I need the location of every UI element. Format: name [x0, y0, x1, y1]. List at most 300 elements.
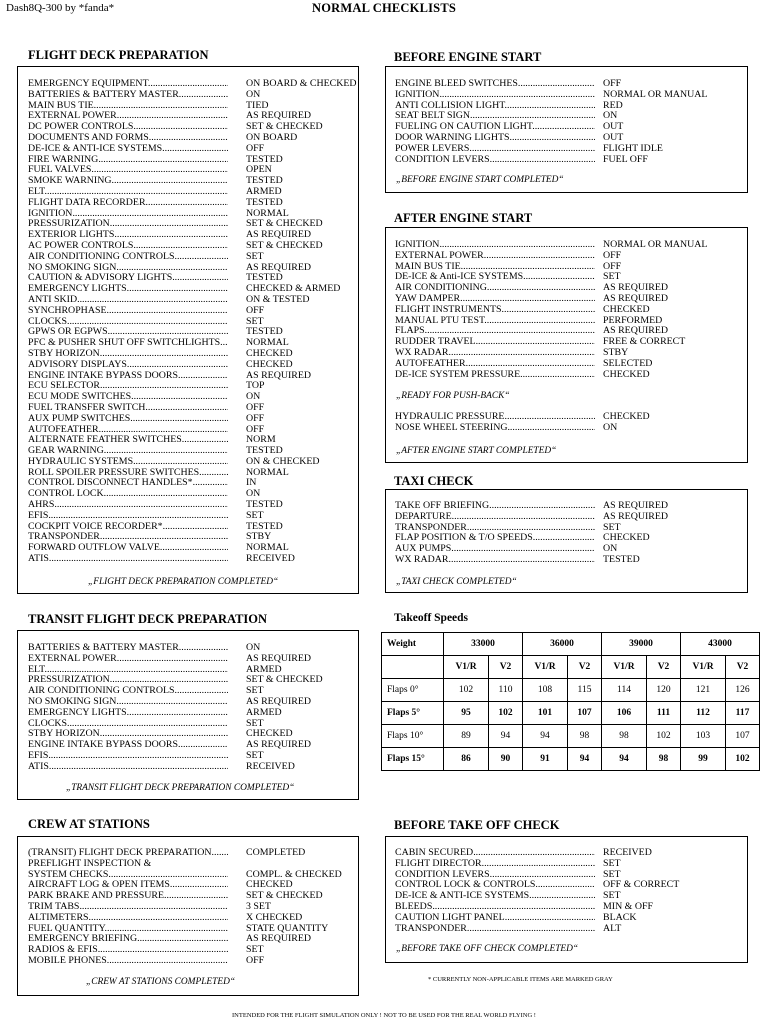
checklist-row	[28, 956, 353, 967]
checklist-row	[395, 283, 745, 294]
checklist-row	[395, 294, 745, 305]
checklist-item-value: NORMAL	[246, 466, 289, 478]
speed-value: 99	[681, 748, 726, 771]
checklist-row	[28, 654, 353, 665]
checklist-item-label: EXTERIOR LIGHTS .....	[28, 230, 228, 241]
checklist-item-value: OUT	[603, 131, 624, 143]
checklist-item-value: ON	[246, 642, 261, 653]
speed-value: 120	[647, 679, 681, 702]
checklist-item-label: PARK BRAKE AND PRESSURE .....	[28, 891, 228, 902]
checklist-item-label: TAKE OFF BRIEFING .....	[395, 501, 595, 512]
checklist-item-value: ARMED	[246, 663, 282, 675]
checklist-item-label: CAUTION & ADVISORY LIGHTS .....	[28, 273, 228, 284]
transit-flight-deck-preparation-list	[28, 643, 353, 773]
before-take-off-check-box	[385, 836, 748, 963]
checklist-row	[395, 122, 745, 133]
taxi-check-title: TAXI CHECK	[394, 474, 474, 488]
checklist-item-value: TOP	[246, 380, 265, 392]
checklist-item-value: AS REQUIRED	[603, 282, 669, 294]
checklist-item-value: AS REQUIRED	[246, 695, 312, 707]
checklist-row	[28, 913, 353, 924]
checklist-item-value: RED	[603, 99, 623, 111]
checklist-item-value: ON	[246, 88, 261, 100]
speed-value: 106	[602, 702, 647, 725]
takeoff-speeds-table	[381, 632, 760, 771]
checklist-item-value: SET	[246, 749, 264, 761]
checklist-item-label: SYNCHROPHASE .....	[28, 306, 228, 317]
checklist-item-label: PREFLIGHT INSPECTION &	[28, 858, 152, 869]
checklist-item-label: CONTROL LOCK & CONTROLS .....	[395, 880, 595, 891]
checklist-item-label: MAIN BUS TIE .....	[28, 101, 228, 112]
checklist-item-label: TRANSPONDER .....	[395, 924, 595, 935]
checklist-item-label: CONTROL LOCK .....	[28, 489, 228, 500]
speed-value: 103	[681, 725, 726, 748]
checklist-item-value: NORMAL	[246, 337, 289, 349]
flight-deck-preparation-list	[28, 78, 357, 565]
speed-value: 117	[726, 702, 760, 725]
checklist-item-label: AIRCRAFT LOG & OPEN ITEMS .....	[28, 880, 228, 891]
checklist-item-value: SET	[246, 717, 264, 729]
speed-value: 98	[568, 725, 602, 748]
checklist-row	[28, 252, 353, 263]
checklist-item-label: MOBILE PHONES .....	[28, 956, 228, 967]
checklist-row	[395, 326, 745, 337]
checklist-item-value: SET & CHECKED	[246, 890, 323, 902]
checklist-item-value: TESTED	[246, 445, 283, 457]
checklist-item-value: CHECKED	[603, 532, 650, 544]
checklist-item-value: AS REQUIRED	[603, 292, 669, 304]
speed-value: 121	[681, 679, 726, 702]
checklist-row	[395, 101, 745, 112]
checklist-item-label: DC POWER CONTROLS .....	[28, 122, 228, 133]
checklist-item-value: STBY	[603, 346, 629, 358]
checklist-item-value: ON	[246, 391, 261, 403]
checklist-item-label: ATIS .....	[28, 762, 228, 773]
checklist-item-label: FORWARD OUTFLOW VALVE .....	[28, 543, 228, 554]
checklist-item-label: ATIS .....	[28, 554, 228, 565]
checklist-item-value: SET	[246, 944, 264, 956]
checklist-item-value: NORMAL	[246, 207, 289, 219]
before-engine-start-completed: „BEFORE ENGINE START COMPLETED“	[396, 175, 564, 185]
checklist-item-value: SET	[603, 857, 621, 869]
weight-header: Weight	[382, 633, 444, 656]
checklist-item-value: CHECKED	[603, 368, 650, 380]
checklist-row	[28, 306, 353, 317]
transit-flight-deck-preparation-title: TRANSIT FLIGHT DECK PREPARATION	[28, 612, 268, 626]
flight-deck-preparation-completed: „FLIGHT DECK PREPARATION COMPLETED“	[88, 577, 279, 587]
checklist-row	[28, 554, 353, 565]
crew-at-stations-box	[17, 836, 359, 996]
checklist-item-value: ON	[603, 421, 618, 433]
checklist-row	[28, 78, 357, 90]
speeds-row	[382, 702, 760, 725]
checklist-item-label: PRESSURIZATION .....	[28, 219, 228, 230]
checklist-item-value: CHECKED	[246, 728, 293, 740]
checklist-item-value: RECEIVED	[603, 847, 652, 858]
checklist-row	[395, 555, 745, 566]
speed-value: 94	[523, 725, 568, 748]
checklist-item-label: AUX PUMPS .....	[395, 544, 595, 555]
checklist-item-label: EMERGENCY LIGHTS .....	[28, 284, 228, 295]
checklist-row	[28, 295, 353, 306]
checklist-row	[395, 891, 745, 902]
checklist-item-label: EXTERNAL POWER .....	[395, 251, 595, 262]
checklist-row	[28, 327, 353, 338]
checklist-row	[395, 533, 745, 544]
checklist-item-label: CLOCKS .....	[28, 719, 228, 730]
checklist-item-value: ON BOARD	[246, 131, 298, 143]
checklist-item-label: AIR CONDITIONING .....	[395, 283, 595, 294]
taxi-check-list	[395, 501, 745, 566]
speed-type-header: V2	[568, 656, 602, 679]
transit-flight-deck-preparation-completed: „TRANSIT FLIGHT DECK PREPARATION COMPLETED“	[66, 783, 295, 793]
checklist-row	[28, 697, 353, 708]
checklist-item-label: EXTERNAL POWER .....	[28, 654, 228, 665]
checklist-row	[395, 924, 745, 935]
checklist-item-label: SYSTEM CHECKS .....	[28, 870, 228, 881]
speed-value: 114	[602, 679, 647, 702]
speed-value: 102	[647, 725, 681, 748]
speed-type-header: V1/R	[602, 656, 647, 679]
speed-value: 126	[726, 679, 760, 702]
checklist-item-value: MIN & OFF	[603, 900, 653, 912]
checklist-row	[395, 111, 745, 122]
checklist-item-label: BLEEDS .....	[395, 902, 595, 913]
checklist-item-label: FIRE WARNING .....	[28, 155, 228, 166]
checklist-item-label: TRIM TABS .....	[28, 902, 228, 913]
checklist-row	[28, 317, 353, 328]
after-engine-start-list	[395, 240, 745, 380]
checklist-item-value: CHECKED	[246, 347, 293, 359]
checklist-item-value: TESTED	[246, 326, 283, 338]
checklist-row	[395, 870, 745, 881]
checklist-item-label: EFIS .....	[28, 751, 228, 762]
checklist-item-label: EMERGENCY EQUIPMENT .....	[28, 79, 228, 90]
checklist-row	[28, 511, 353, 522]
checklist-item-value: 3 SET	[246, 900, 271, 912]
checklist-item-label: FLIGHT DIRECTOR .....	[395, 859, 595, 870]
checklist-item-label: IGNITION .....	[395, 90, 595, 101]
speed-value: 112	[681, 702, 726, 725]
checklist-item-value: COMPLETED	[246, 847, 306, 858]
before-take-off-check-list	[395, 848, 745, 934]
speed-value: 98	[647, 748, 681, 771]
checklist-item-label: AUX PUMP SWITCHES .....	[28, 414, 228, 425]
checklist-item-label: ELT .....	[28, 187, 228, 198]
checklist-row	[28, 349, 353, 360]
page-title: NORMAL CHECKLISTS	[311, 1, 457, 15]
checklist-item-value: OFF & CORRECT	[603, 879, 680, 891]
checklist-item-label: FLAPS .....	[395, 326, 595, 337]
checklist-item-value: IN	[246, 477, 257, 489]
speed-value: 110	[489, 679, 523, 702]
checklist-item-label: FLIGHT DATA RECORDER .....	[28, 198, 228, 209]
before-engine-start-list	[395, 79, 745, 165]
flap-setting-label: Flaps 5°	[382, 702, 444, 725]
checklist-row	[28, 165, 353, 176]
checklist-row	[28, 122, 353, 133]
checklist-row	[395, 370, 745, 381]
checklist-item-value: AS REQUIRED	[246, 229, 312, 241]
checklist-row	[28, 870, 353, 881]
checklist-item-label: ALTIMETERS .....	[28, 913, 228, 924]
checklist-row	[395, 262, 745, 273]
taxi-check-box	[385, 489, 748, 593]
checklist-row	[28, 468, 353, 479]
speed-type-header: V1/R	[681, 656, 726, 679]
checklist-row	[28, 478, 353, 489]
speed-value: 115	[568, 679, 602, 702]
checklist-row	[28, 425, 353, 436]
speeds-row	[382, 679, 760, 702]
checklist-item-label: EMERGENCY LIGHTS .....	[28, 708, 228, 719]
crew-at-stations-completed: „CREW AT STATIONS COMPLETED“	[86, 977, 236, 987]
checklist-row	[395, 316, 745, 327]
checklist-row	[28, 144, 353, 155]
checklist-item-value: OFF	[603, 249, 622, 261]
flap-setting-label: Flaps 10°	[382, 725, 444, 748]
checklist-item-label: CLOCKS .....	[28, 317, 228, 328]
checklist-row	[395, 337, 745, 348]
speed-value: 95	[444, 702, 489, 725]
checklist-item-value: AS REQUIRED	[603, 325, 669, 337]
checklist-item-value: OFF	[246, 423, 265, 435]
checklist-row	[395, 305, 745, 316]
checklist-item-value: SET	[246, 315, 264, 327]
checklist-item-value: NORMAL	[246, 542, 289, 554]
after-engine-start-completed: „AFTER ENGINE START COMPLETED“	[396, 446, 557, 456]
checklist-item-value: RECEIVED	[246, 760, 295, 772]
checklist-item-label: HYDRAULIC SYSTEMS .....	[28, 457, 228, 468]
document-author: Dash8Q-300 by *fanda*	[6, 2, 115, 14]
checklist-row	[28, 435, 353, 446]
checklist-item-value: ARMED	[246, 185, 282, 197]
checklist-item-value: TESTED	[246, 153, 283, 165]
before-take-off-check-completed: „BEFORE TAKE OFF CHECK COMPLETED“	[396, 944, 579, 954]
checklist-row	[28, 176, 353, 187]
checklist-row	[395, 913, 745, 924]
checklist-row	[28, 751, 353, 762]
checklist-item-value: CHECKED	[603, 411, 650, 422]
checklist-item-label: DE-ICE & ANTI-ICE SYSTEMS .....	[395, 891, 595, 902]
checklist-row	[395, 155, 745, 166]
checklist-item-value: OUT	[603, 121, 624, 133]
checklist-row	[28, 198, 353, 209]
takeoff-speeds-title: Takeoff Speeds	[394, 612, 469, 624]
checklist-row	[28, 740, 353, 751]
checklist-item-label: DE-ICE SYSTEM PRESSURE .....	[395, 370, 595, 381]
checklist-item-value: SET	[246, 685, 264, 697]
checklist-item-value: X CHECKED	[246, 911, 303, 923]
checklist-item-label: NO SMOKING SIGN .....	[28, 263, 228, 274]
checklist-item-value: CHECKED	[246, 358, 293, 370]
speeds-row	[382, 748, 760, 771]
checklist-item-value: OFF	[603, 260, 622, 272]
checklist-row	[28, 532, 353, 543]
ready-for-push-back-note: „READY FOR PUSH-BACK“	[396, 391, 510, 401]
checklist-row	[28, 945, 353, 956]
checklist-item-value: OFF	[246, 412, 265, 424]
checklist-row	[395, 240, 745, 251]
checklist-item-value: TESTED	[246, 272, 283, 284]
checklist-row	[395, 144, 745, 155]
checklist-row	[395, 848, 745, 859]
checklist-row	[395, 90, 745, 101]
checklist-item-label: COCKPIT VOICE RECORDER* .....	[28, 522, 228, 533]
checklist-row	[28, 708, 353, 719]
speed-value: 89	[444, 725, 489, 748]
checklist-item-label: SMOKE WARNING .....	[28, 176, 228, 187]
taxi-check-completed: „TAXI CHECK COMPLETED“	[396, 577, 517, 587]
checklist-row	[395, 133, 745, 144]
checklist-item-value: ARMED	[246, 706, 282, 718]
checklist-item-label: MAIN BUS TIE .....	[395, 262, 595, 273]
speed-value: 108	[523, 679, 568, 702]
checklist-row	[28, 522, 353, 533]
checklist-item-value: SET	[603, 521, 621, 533]
checklist-item-label: CAUTION LIGHT PANEL .....	[395, 913, 595, 924]
checklist-item-label: AC POWER CONTROLS .....	[28, 241, 228, 252]
checklist-item-value: OPEN	[246, 164, 272, 176]
checklist-item-value: AS REQUIRED	[246, 933, 312, 945]
checklist-row	[28, 489, 353, 500]
checklist-item-value: TESTED	[246, 175, 283, 187]
crew-at-stations-title: CREW AT STATIONS	[28, 817, 150, 831]
checklist-item-label: PRESSURIZATION .....	[28, 675, 228, 686]
checklist-item-value: AS REQUIRED	[246, 739, 312, 751]
speed-value: 107	[726, 725, 760, 748]
crew-at-stations-list	[28, 848, 353, 967]
checklist-item-label: MANUAL PTU TEST .....	[395, 316, 595, 327]
checklist-item-value: OFF	[246, 401, 265, 413]
checklist-row	[28, 90, 353, 101]
checklist-item-value: COMPL. & CHECKED	[246, 868, 342, 880]
checklist-item-value: AS REQUIRED	[246, 369, 312, 381]
checklist-item-label: AIR CONDITIONING CONTROLS .....	[28, 252, 228, 263]
checklist-item-label: TRANSPONDER .....	[395, 523, 595, 534]
checklist-row	[395, 251, 745, 262]
checklist-item-value: RECEIVED	[246, 553, 295, 565]
checklist-item-value: TESTED	[246, 196, 283, 208]
before-take-off-check-title: BEFORE TAKE OFF CHECK	[394, 818, 560, 832]
checklist-item-label: CONDITION LEVERS .....	[395, 155, 595, 166]
checklist-item-label: AUTOFEATHER .....	[395, 359, 595, 370]
checklist-row	[395, 512, 745, 523]
checklist-item-label: IGNITION .....	[395, 240, 595, 251]
checklist-row	[395, 859, 745, 870]
speed-type-header: V2	[726, 656, 760, 679]
checklist-item-label: FUELING ON CAUTION LIGHT .....	[395, 122, 595, 133]
checklist-item-value: SET & CHECKED	[246, 218, 323, 230]
speed-value: 86	[444, 748, 489, 771]
checklist-item-label: RADIOS & EFIS .....	[28, 945, 228, 956]
checklist-item-label: ELT .....	[28, 665, 228, 676]
checklist-item-value: TESTED	[603, 553, 640, 565]
checklist-item-label: ENGINE BLEED SWITCHES .....	[395, 79, 595, 90]
checklist-item-label: ECU SELECTOR .....	[28, 381, 228, 392]
speed-value: 91	[523, 748, 568, 771]
checklist-item-label: BATTERIES & BATTERY MASTER .....	[28, 643, 228, 654]
checklist-row	[28, 457, 353, 468]
speed-type-header: V1/R	[444, 656, 489, 679]
checklist-item-label: DE-ICE & Anti-ICE SYSTEMS .....	[395, 272, 595, 283]
before-engine-start-title: BEFORE ENGINE START	[394, 50, 542, 64]
checklist-item-value: ALT	[603, 922, 622, 934]
checklist-item-label: AUTOFEATHER .....	[28, 425, 228, 436]
checklist-item-label: NO SMOKING SIGN .....	[28, 697, 228, 708]
speed-value: 94	[568, 748, 602, 771]
checklist-item-value: CHECKED	[603, 303, 650, 315]
checklist-item-label: FUEL VALVES .....	[28, 165, 228, 176]
checklist-item-value: SET & CHECKED	[246, 121, 323, 133]
checklist-row	[395, 501, 745, 512]
checklist-item-label: EMERGENCY BRIEFING .....	[28, 934, 228, 945]
before-engine-start-box	[385, 66, 748, 193]
checklist-item-label: (TRANSIT) FLIGHT DECK PREPARATION .....	[28, 848, 228, 859]
speed-value: 94	[489, 725, 523, 748]
checklist-row	[28, 719, 353, 730]
checklist-item-label: DE-ICE & ANTI-ICE SYSTEMS .....	[28, 144, 228, 155]
flight-deck-preparation-title: FLIGHT DECK PREPARATION	[28, 48, 209, 62]
checklist-item-value: ON	[603, 110, 618, 122]
flap-setting-label: Flaps 0°	[382, 679, 444, 702]
checklist-item-label: DEPARTURE .....	[395, 512, 595, 523]
checklist-item-label: ECU MODE SWITCHES .....	[28, 392, 228, 403]
checklist-item-value: OFF	[246, 142, 265, 154]
checklist-row	[395, 412, 745, 423]
checklist-row	[28, 859, 353, 870]
checklist-item-label: FUEL QUANTITY .....	[28, 924, 228, 935]
speed-value: 101	[523, 702, 568, 725]
footnote: * CURRENTLY NON-APPLICABLE ITEMS ARE MARKED GRAY	[428, 976, 613, 983]
checklist-item-label: GEAR WARNING .....	[28, 446, 228, 457]
checklist-item-value: SET & CHECKED	[246, 674, 323, 686]
weight-column-header: 36000	[523, 633, 602, 656]
checklist-item-value: SELECTED	[603, 357, 653, 369]
checklist-item-value: SET	[246, 250, 264, 262]
weight-column-header: 43000	[681, 633, 760, 656]
checklist-item-label: RUDDER TRAVEL .....	[395, 337, 595, 348]
checklist-item-value: STATE QUANTITY	[246, 922, 329, 934]
checklist-item-value: AS REQUIRED	[603, 500, 669, 511]
checklist-item-value: NORM	[246, 434, 276, 446]
checklist-item-label: WX RADAR .....	[395, 348, 595, 359]
transit-flight-deck-preparation-box	[17, 630, 359, 800]
speed-value: 94	[602, 748, 647, 771]
checklist-item-label: POWER LEVERS .....	[395, 144, 595, 155]
checklist-row	[395, 359, 745, 370]
checklist-item-value: AS REQUIRED	[246, 652, 312, 664]
checklist-item-label: AHRS .....	[28, 500, 228, 511]
checklist-item-label: DOOR WARNING LIGHTS .....	[395, 133, 595, 144]
speed-type-header: V1/R	[523, 656, 568, 679]
flight-deck-preparation-box	[17, 66, 359, 594]
checklist-item-value: NORMAL OR MANUAL	[603, 239, 708, 250]
checklist-row	[28, 360, 353, 371]
checklist-item-value: TESTED	[246, 499, 283, 511]
checklist-item-value: OFF	[246, 954, 265, 966]
checklist-row	[28, 500, 353, 511]
speed-value: 102	[726, 748, 760, 771]
checklist-row	[28, 241, 353, 252]
checklist-item-label: ENGINE INTAKE BYPASS DOORS .....	[28, 371, 228, 382]
checklist-item-value: AS REQUIRED	[246, 261, 312, 273]
checklist-item-label: CONTROL DISCONNECT HANDLES* .....	[28, 478, 228, 489]
checklist-item-value: SET	[603, 271, 621, 283]
checklist-row	[28, 263, 353, 274]
checklist-row	[28, 187, 353, 198]
checklist-item-label: FUEL TRANSFER SWITCH .....	[28, 403, 228, 414]
